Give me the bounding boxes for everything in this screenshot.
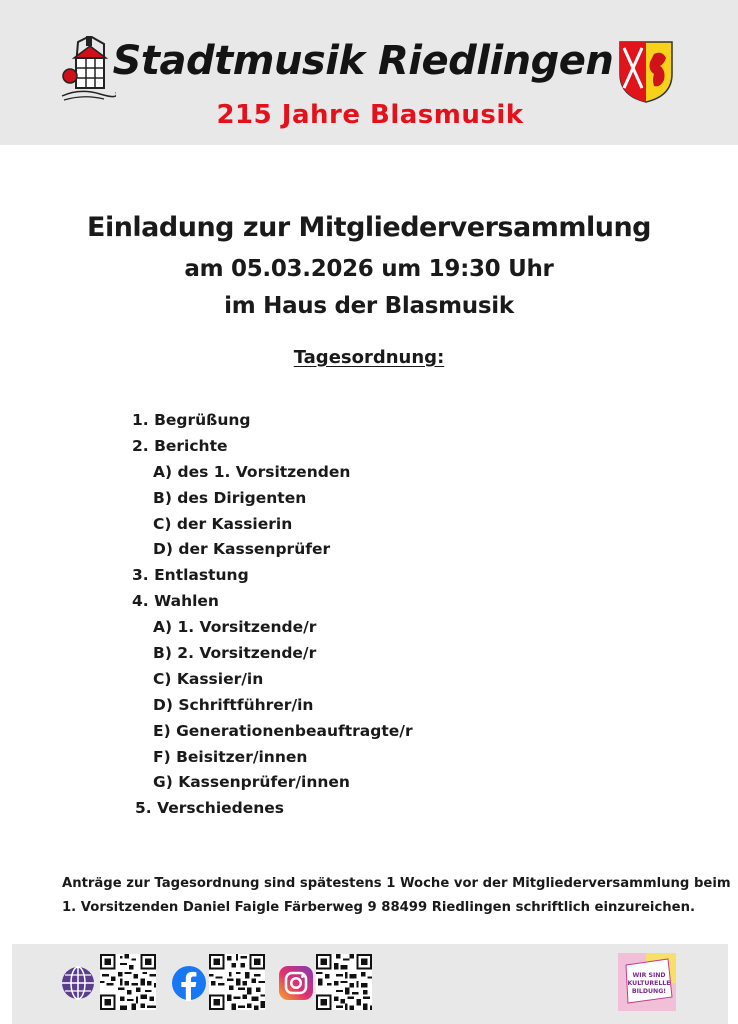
invitation-title: Einladung zur Mitgliederversammlung: [87, 212, 651, 243]
agenda-item: 2. Berichte: [132, 436, 228, 455]
agenda-subitem: D) der Kassenprüfer: [153, 540, 331, 559]
anniversary-tagline: 215 Jahre Blasmusik: [216, 100, 524, 130]
instagram-icon[interactable]: [278, 965, 314, 1001]
agenda-subitem: A) 1. Vorsitzende/r: [153, 618, 317, 637]
agenda-subitem: G) Kassenprüfer/innen: [153, 773, 350, 792]
agenda-item: 1. Begrüßung: [132, 411, 251, 429]
meeting-date: am 05.03.2026 um 19:30 Uhr: [184, 256, 554, 282]
club-name: Stadtmusik Riedlingen: [112, 38, 614, 84]
badge-text-line: WIR SIND: [632, 972, 666, 979]
website-qr-code[interactable]: [100, 954, 156, 1010]
agenda-subitem: C) der Kassierin: [153, 514, 293, 533]
agenda-subitem: B) des Dirigenten: [153, 488, 307, 507]
badge-text-line: BILDUNG!: [631, 988, 667, 995]
submission-note-line: Anträge zur Tagesordnung sind spätestens 1 Woche vor der Mitgliederversammlung beim: [62, 876, 731, 891]
agenda-list: [132, 408, 552, 822]
agenda-heading: Tagesordnung:: [293, 347, 445, 368]
facebook-qr-code[interactable]: [209, 954, 265, 1010]
header-banner: [0, 0, 738, 145]
agenda-item: 5. Verschiedenes: [135, 799, 285, 818]
agenda-subitem: C) Kassier/in: [153, 669, 264, 688]
agenda-subitem: D) Schriftführer/in: [153, 695, 314, 714]
agenda-subitem: B) 2. Vorsitzende/r: [153, 644, 317, 663]
submission-note-line: 1. Vorsitzenden Daniel Faigle Färberweg 9 88499 Riedlingen schriftlich einzureichen.: [62, 900, 695, 915]
globe-icon[interactable]: [60, 965, 96, 1001]
cultural-education-badge: [618, 953, 676, 1011]
instagram-qr-code[interactable]: [316, 954, 372, 1010]
agenda-subitem: E) Generationenbeauftragte/r: [153, 721, 413, 740]
agenda-item: 3. Entlastung: [132, 566, 249, 585]
coat-of-arms-icon: [618, 40, 674, 104]
badge-text-line: KULTURELLE: [627, 980, 671, 987]
submission-note: [62, 872, 731, 920]
meeting-location: im Haus der Blasmusik: [224, 293, 514, 319]
agenda-item: 4. Wahlen: [132, 592, 219, 611]
agenda-subitem: F) Beisitzer/innen: [153, 747, 308, 766]
facebook-icon[interactable]: [171, 965, 207, 1001]
agenda-subitem: A) des 1. Vorsitzenden: [153, 462, 351, 481]
